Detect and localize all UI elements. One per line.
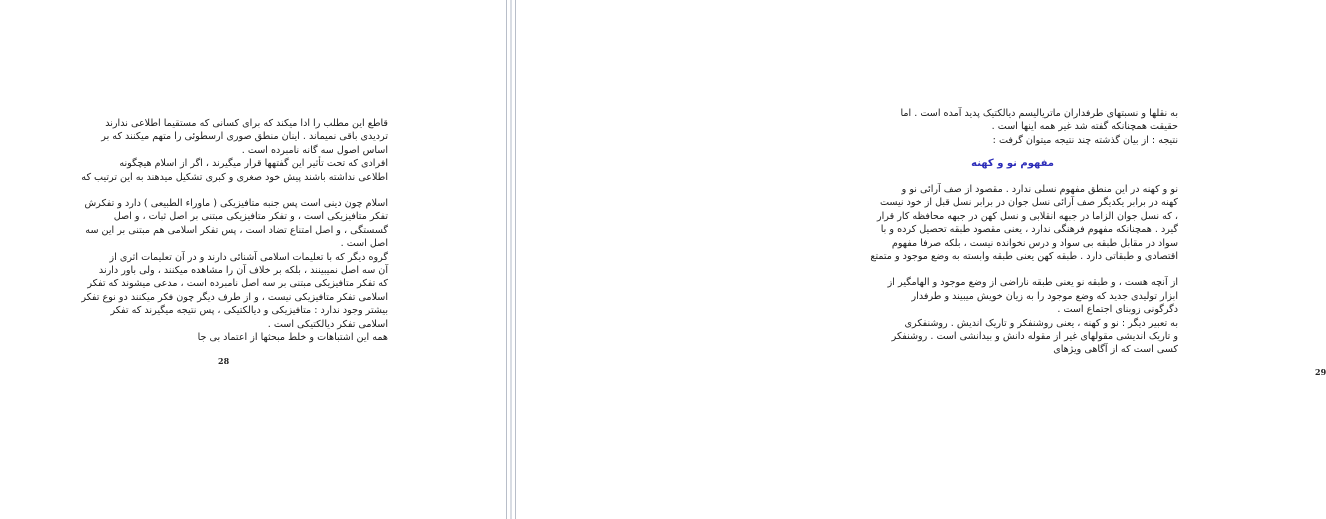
text-line: تفکر متافیزیکی است ، و تفکر متافیزیکی مبتنی بر اصل ثبات ، و اصل [113, 211, 388, 223]
text-line: اصل است . [340, 238, 388, 250]
text-line: گیرد . همچنانکه مفهوم فرهنگی ندارد ، یعنی مقصود طبقه تحصیل کرده و با [880, 224, 1178, 236]
text-line: گسستگی ، و اصل امتناع تضاد است ، پس تفکر اسلامی هم مبتنی بر این سه [85, 224, 388, 236]
text-line: به نقلها و نسبتهای طرفداران ماتریالیسم دیالکتیک پدید آمده است . اما [900, 108, 1178, 119]
page-number-right: 29 [1315, 367, 1326, 377]
text-line: تردیدی باقی نمیماند . اینان منطق صوری ارسطوئی را متهم میکنند که بر [101, 131, 388, 143]
text-line: به تعبیر دیگر : نو و کهنه ، یعنی روشنفکر و تاریک اندیش . روشنفکری [904, 317, 1178, 329]
right-page [516, 0, 1326, 519]
text-line: حقیقت همچنانکه گفته شد غیر همه اینها است . [991, 121, 1178, 133]
text-line: اسلام چون دینی است پس جنبه متافیزیکی ( ماوراء الطبیعی ) دارد و تفکرش [84, 198, 388, 210]
text-line: کسی است که از آگاهی ویژهای [1053, 344, 1178, 356]
text-line: آن سه اصل نمیبینند ، بلکه بر خلاف آن را مشاهده میکنند ، ولی باور دارند [98, 265, 388, 277]
text-line: اسلامی تفکر دیالکتیکی است . [267, 318, 388, 330]
text-line: ابزار تولیدی جدید که وضع موجود را به زیان خویش میبیند و طرفدار [911, 290, 1178, 302]
section-heading: مفهوم نو و کهنه [971, 158, 1054, 169]
text-line: اسلامی تفکر متافیزیکی نیست ، و از طرف دیگر چون فکر میکنند دو نوع تفکر [81, 291, 388, 303]
right-paragraph-2 [744, 276, 1178, 356]
text-line: سواد در مقابل طبقه بی سواد و درس نخوانده نیست ، بلکه صرفا مفهوم [891, 237, 1178, 249]
page-gutter-divider [506, 0, 516, 519]
text-line: بیشتر وجود ندارد : متافیزیکی و دیالکتیکی ، پس نتیجه میگیرند که تفکر [110, 305, 388, 317]
text-line: نتیجه : از بیان گذشته چند نتیجه میتوان گرفت : [992, 134, 1178, 146]
text-line: از آنچه هست ، و طبقه نو یعنی طبقه ناراضی از وضع موجود و الهامگیر از [887, 277, 1178, 289]
text-line: که تفکر متافیزیکی مبتنی بر سه اصل نامبرده است ، مدعی میشوند که تفکر [87, 278, 388, 290]
left-paragraph-1 [70, 117, 388, 184]
text-line: دگرگونی زوبنای اجتماع است . [1057, 304, 1178, 316]
text-line: همه این اشتباهات و خلط مبحثها از اعتماد بی جا [197, 332, 388, 344]
left-page-text [70, 117, 388, 358]
right-paragraph-1 [744, 183, 1178, 263]
text-line: ، که نسل جوان الزاما در جبهه انقلابی و نسل کهن در جبهه محافظه کار قرار [877, 210, 1178, 222]
text-line: کهنه در برابر یکدیگر صف آرائی نسل جوان در برابر نسل قبل از خود نیست [879, 197, 1178, 209]
text-line: قاطع این مطلب را ادا میکند که برای کسانی که مستقیما اطلاعی ندارند [105, 118, 388, 129]
text-line: نو و کهنه در این منطق مفهوم نسلی ندارد . مقصود از صف آرائی نو و [901, 184, 1178, 195]
right-page-text [744, 183, 1178, 370]
left-paragraph-2 [70, 197, 388, 344]
text-line: افرادی که تحت تأثیر این گفتهها قرار میگیرند ، اگر از اسلام هیچگونه [119, 158, 388, 170]
text-line: اساس اصول سه گانه نامبرده است . [241, 144, 388, 156]
text-line: گروه دیگر که با تعلیمات اسلامی آشنائی دارند و در آن تعلیمات اثری از [109, 251, 388, 263]
page-number-left: 28 [218, 356, 230, 366]
text-line: اطلاعی نداشته باشند پیش خود صغری و کبری تشکیل میدهند به این ترتیب که [81, 171, 388, 183]
text-line: و تاریک اندیشی مقولهای غیر از مقوله دانش و بیدانشی است . روشنفکر [891, 331, 1178, 343]
right-page-intro [744, 107, 1178, 147]
text-line: اقتصادی و طبقاتی دارد . طبقه کهن یعنی طبقه وابسته به وضع موجود و متمتع [870, 251, 1178, 263]
left-page [0, 0, 506, 519]
